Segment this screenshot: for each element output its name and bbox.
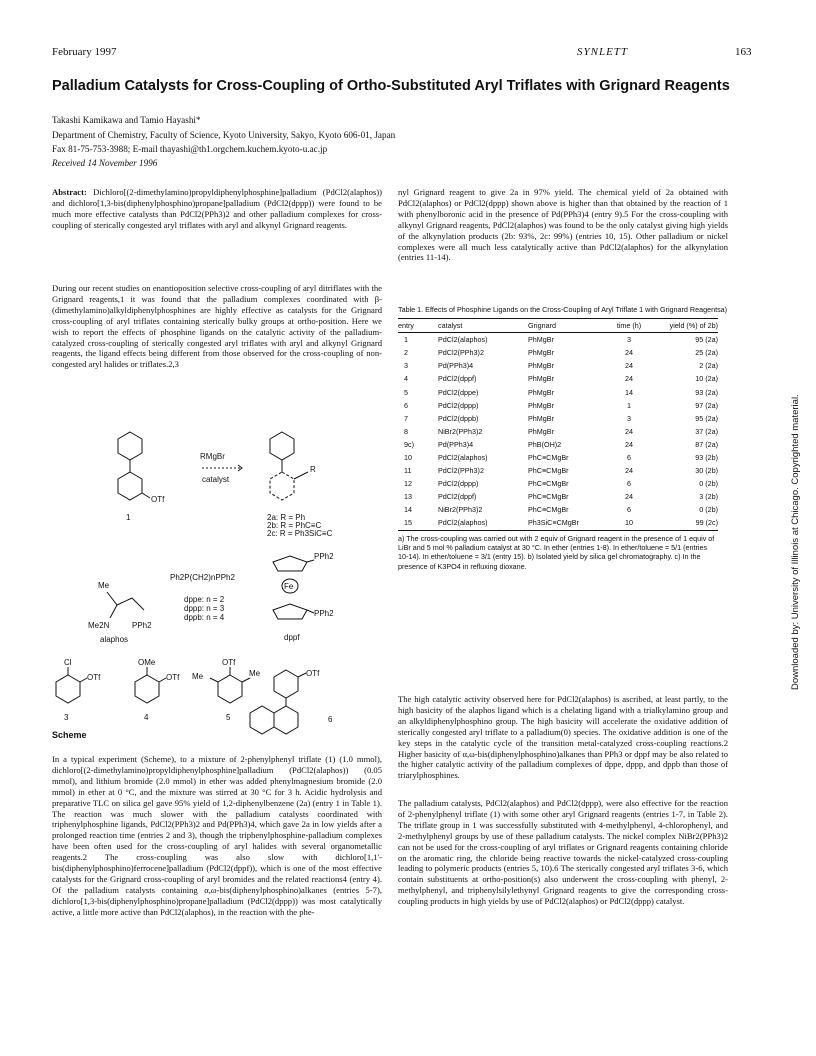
scheme-reagent: RMgBr: [200, 452, 225, 461]
table-cell: PhMgBr: [528, 361, 554, 371]
table-cell: PdCl2(PPh3)2: [438, 348, 484, 358]
table-cell: PhMgBr: [528, 400, 554, 410]
table-cell: Ph3SiC≡CMgBr: [528, 518, 579, 528]
scheme-otf-3: OTf: [87, 673, 101, 682]
table-cell: 24: [625, 466, 633, 476]
table-cell: 6: [404, 400, 408, 410]
article-title: Palladium Catalysts for Cross-Coupling of Ortho-Substituted Aryl Triflates with Grignard Reagents: [52, 78, 730, 94]
table-cell: 95 (2a): [695, 335, 718, 345]
scheme-me2n: Me2N: [88, 621, 110, 630]
right-paragraph-2: The palladium catalysts, PdCl2(alaphos) and PdCl2(dppp), were also effective for the reaction of 2-phenylphenyl triflate (1) with some other aryl Grignard reagents (entries 1-7, in Table 2). The triflate group in 1 was successfully substituted with 4-methylphenyl, 4-chlorophenyl, and 2-methylphenyl groups by use of these palladium catalysts. The nickel complex NiBr2(PPh3)2 can not be used for the cross-coupling of aryl triflates or Grignard reagents containing chloride on the aromatic ring, the chloride being reactive towards the nickel-catalyzed cross-coupling leading to polymeric products (entries 5, 10).6 The sterically congested aryl triflates 3-6, which contain substituents at ortho-position(s) also underwent the cross-coupling with phenyl, 2-methylphenyl, and triphenylsilylethynyl Grignard reagents to give the corresponding cross-coupling products in high yields by use of PdCl2(alaphos) or PdCl2(dppp) catalyst.: [398, 798, 728, 907]
table-cell: Pd(PPh3)4: [438, 361, 474, 371]
table-row: [398, 464, 718, 477]
table-row: [398, 385, 718, 398]
right-paragraph-1: The high catalytic activity observed here for PdCl2(alaphos) is ascribed, at least partly, to the high basicity of the alaphos ligand which is a chelating ligand with a trialkylamino group and an alkyldiphenylphosphino group. The high basicity will accelerate the oxidative addition of sterically congested aryl triflate to a palladium(0) species. The oxidative addition is one of the key steps in the catalytic cycle of the transition metal-catalyzed cross-coupling reactions.2 Higher basicity of α,ω-bis(diphenylphosphino)alkanes than PPh3 or dppf may be also related to the higher catalytic activity of the palladium complexes of dppe, dppp, and dppb than those of triarylphosphines.: [398, 694, 728, 781]
table-cell: PhC≡CMgBr: [528, 492, 569, 502]
table-cell: 24: [625, 492, 633, 502]
table-cell: 6: [627, 452, 631, 462]
table-1: [398, 305, 728, 571]
scheme-otf-5: OTf: [222, 658, 236, 667]
abstract-label: Abstract:: [52, 187, 87, 197]
col-grignard: Grignard: [528, 321, 556, 331]
abstract: [52, 187, 382, 231]
table-row: [398, 333, 718, 347]
scheme-dppb: dppb: n = 4: [184, 613, 225, 622]
table-cell: PdCl2(PPh3)2: [438, 466, 484, 476]
table-cell: 7: [404, 413, 408, 423]
col-yield: yield (%) of 2b): [669, 321, 718, 331]
header-date: February 1997: [52, 46, 117, 58]
header-page: 163: [735, 46, 752, 58]
scheme-caption: Scheme: [52, 730, 87, 740]
table-cell: 24: [625, 374, 633, 384]
table-row: [398, 399, 718, 412]
intro-paragraph: During our recent studies on enantioposition selective cross-coupling of aryl ditriflates with the Grignard reagents,1 it was found that the palladium complexes coordinated with β-(dimethylamino)alkyldiphenylphosphines are highly effective as catalysts for the Grignard cross-coupling of aryl triflates containing sterically bulky groups at ortho-position. Here we wish to report the effects of phosphine ligands on the catalytic activity of the palladium-catalyzed cross-coupling of sterically congested aryl triflates with aryl and alkynyl Grignard reagents, the ligand effects being different from those observed for the cross-coupling of non-congested aryl halides or triflates.2,3: [52, 283, 382, 370]
table-cell: 25 (2a): [695, 348, 718, 358]
table-cell: PhMgBr: [528, 348, 554, 358]
table-cell: PhC≡CMgBr: [528, 466, 569, 476]
download-watermark: Downloaded by: University of Illinois at Chicago. Copyrighted material.: [790, 394, 801, 690]
scheme-num-6: 6: [328, 715, 333, 724]
table-caption: Table 1. Effects of Phosphine Ligands on the Cross-Coupling of Aryl Triflate 1 with Grignard Reagentsa): [398, 305, 728, 314]
table-cell: NiBr2(PPh3)2: [438, 505, 483, 515]
scheme-me: Me: [98, 581, 110, 590]
table-cell: 6: [627, 479, 631, 489]
scheme-num-3: 3: [64, 713, 69, 722]
table-cell: 14: [404, 505, 412, 515]
table-cell: 8: [404, 426, 408, 436]
table-cell: 2 (2a): [699, 361, 718, 371]
table-row: [398, 477, 718, 490]
scheme-product-2c: 2c: R = Ph3SiC≡C: [267, 529, 333, 538]
scheme-dppp: dppp: n = 3: [184, 604, 225, 613]
received-date: Received 14 November 1996: [52, 158, 158, 168]
table-row: [398, 425, 718, 438]
table-cell: 4: [404, 374, 408, 384]
table-cell: 14: [625, 387, 633, 397]
scheme-cl: Cl: [64, 658, 72, 667]
table-cell: PdCl2(dppe): [438, 387, 479, 397]
table-row: [398, 346, 718, 359]
scheme-num-5: 5: [226, 713, 231, 722]
scheme-num-4: 4: [144, 713, 149, 722]
scheme-ome: OMe: [138, 658, 156, 667]
table-cell: PhC≡CMgBr: [528, 452, 569, 462]
table-cell: 24: [625, 361, 633, 371]
table-cell: PhMgBr: [528, 426, 554, 436]
experiment-paragraph: In a typical experiment (Scheme), to a mixture of 2-phenylphenyl triflate (1) (1.0 mmol), dichloro[(2-dimethylamino)propyldiphenylphosphine]palladium (PdCl2(alaphos)) (0.05 mmol), and lithium bromide (2.0 mmol) in ether was added phenylmagnesium bromide (2.0 mmol) in ether at 0 °C, and the mixture was stirred at 30 °C for 3 h. Acidic hydrolysis and preparative TLC on silica gel gave 95% yield of 1,2-diphenylbenzene (2a) (entry 1 in Table 1). The reaction was much slower with the palladium catalysts coordinated with triphenylphosphine ligands, PdCl2(PPh3)2 and Pd(PPh3)4, which gave 2a in low yields after a prolonged reaction time (entries 2 and 3), though the triphenylphosphine-palladium complexes have been often used for the cross-coupling of aryl halides with several organometallic reagents.2 The cross-coupling was also slow with dichloro[1,1'-bis(diphenylphosphino)ferrocene]palladium (PdCl2(dppf)), which is one of the most effective catalysts for the Grignard cross-coupling of aryl bromides and the related reactions4 (entry 4). Of the palladium catalysts containing α,ω-bis(diphenylphosphino)alkanes (entries 5-7), dichloro[1,3-bis(diphenylphosphino)propane]palladium (PdCl2(dppp)) was most catalytically active, a little more active than PdCl2(alaphos), in the reaction with the phe-: [52, 754, 382, 917]
table-row: [398, 412, 718, 425]
table-cell: PdCl2(alaphos): [438, 452, 488, 462]
scheme-cmpd1: 1: [126, 513, 131, 522]
table-cell: PhMgBr: [528, 413, 554, 423]
table-cell: PhC≡CMgBr: [528, 479, 569, 489]
table-cell: 3 (2b): [699, 492, 718, 502]
scheme-dppf: dppf: [284, 633, 300, 642]
table-cell: 3: [627, 413, 631, 423]
table-cell: PhMgBr: [528, 387, 554, 397]
table-row: [398, 438, 718, 451]
scheme-pph2-bottom: PPh2: [314, 609, 334, 618]
header-journal: SYNLETT: [577, 46, 629, 58]
table-row: [398, 490, 718, 503]
table-cell: PhMgBr: [528, 374, 554, 384]
table-cell: 6: [627, 505, 631, 515]
right-top-paragraph: nyl Grignard reagent to give 2a in 97% yield. The chemical yield of 2a obtained with PdCl2(alaphos) or PdCl2(dppp) shown above is higher than that obtained by the reaction of 1 with phenylboronic acid in the presence of Pd(PPh3)4 (entry 9).5 For the cross-coupling with alkynyl Grignard reagents, PdCl2(alaphos) was found to be the only catalyst giving high yields of the alkynylation products (2b: 93%, 2c: 99%) (entries 10, 15). Other palladium or nickel complexes were all much less catalytically active than PdCl2(alaphos) for the alkynylation (entries 11-14).: [398, 187, 728, 263]
table-cell: 9c): [404, 439, 414, 449]
table-cell: 3: [404, 361, 408, 371]
table-row: [398, 372, 718, 385]
scheme-pph2-top: PPh2: [314, 552, 334, 561]
table-cell: 87 (2a): [695, 439, 718, 449]
table-row: [398, 503, 718, 516]
table-cell: 10: [404, 452, 412, 462]
table-cell: 99 (2c): [695, 518, 718, 528]
table-cell: 15: [404, 518, 412, 528]
scheme-me-5a: Me: [192, 672, 204, 681]
scheme-pph2: PPh2: [132, 621, 152, 630]
table-cell: NiBr2(PPh3)2: [438, 426, 483, 436]
table-cell: 10 (2a): [695, 374, 718, 384]
scheme-otf-4: OTf: [166, 673, 180, 682]
table-cell: 11: [404, 466, 412, 476]
table-cell: 1: [404, 335, 408, 345]
table-cell: PhMgBr: [528, 335, 554, 345]
scheme-r: R: [310, 465, 316, 474]
scheme-catalyst: catalyst: [202, 475, 230, 484]
table-cell: PhC≡CMgBr: [528, 505, 569, 515]
table-cell: PdCl2(dppp): [438, 400, 479, 410]
table-cell: 2: [404, 348, 408, 358]
table-cell: 97 (2a): [695, 400, 718, 410]
table-cell: 3: [627, 335, 631, 345]
scheme-figure: [52, 420, 382, 740]
table-cell: 24: [625, 426, 633, 436]
table-cell: 0 (2b): [699, 505, 718, 515]
table-cell: PdCl2(dppf): [438, 492, 477, 502]
table-cell: 5: [404, 387, 408, 397]
table-footnote: a) The cross-coupling was carried out with 2 equiv of Grignard reagent in the presence of 1 equiv of LiBr and 5 mol % palladium catalyst at 30 °C. In ether (entries 1-8). In ether/toluene = 5/1 (entries 10-14). In ether/toluene = 3/1 (entry 15). b) Isolated yield by silica gel chromatography. c) In the presence of K3PO4 in refluxing dioxane.: [398, 533, 715, 571]
table-cell: 37 (2a): [695, 426, 718, 436]
table-cell: PhB(OH)2: [528, 439, 562, 449]
scheme-dpp-formula: Ph2P(CH2)nPPh2: [170, 573, 235, 582]
scheme-otf-1: OTf: [151, 495, 165, 504]
table-row: [398, 359, 718, 372]
scheme-alaphos: alaphos: [100, 635, 129, 644]
col-catalyst: catalyst: [438, 321, 463, 331]
table-cell: PdCl2(alaphos): [438, 335, 488, 345]
table-row: [398, 516, 718, 530]
contact: Fax 81-75-753-3988; E-mail thayashi@th1.orgchem.kuchem.kyoto-u.ac.jp: [52, 144, 328, 154]
abstract-text: Dichloro[(2-dimethylamino)propyldiphenylphosphine]palladium (PdCl2(alaphos)) and dichloro[1,3-bis(diphenylphosphino)propane]palladium (PdCl2(dppp)) were found to be much more effective catalysts than PdCl2(PPh3)2 and other palladium complexes for cross-coupling of sterically congested aryl triflates with aryl and alkynyl Grignard reagents.: [52, 187, 382, 230]
col-time: time (h): [616, 321, 642, 331]
table-cell: 93 (2b): [695, 452, 718, 462]
table-cell: 24: [625, 348, 633, 358]
table-cell: 30 (2b): [695, 466, 718, 476]
table-cell: 0 (2b): [699, 479, 718, 489]
table-cell: 10: [625, 518, 633, 528]
table-cell: PdCl2(dppf): [438, 374, 477, 384]
scheme-me-5b: Me: [249, 669, 261, 678]
table-cell: 12: [404, 479, 412, 489]
table-row: [398, 451, 718, 464]
authors: Takashi Kamikawa and Tamio Hayashi*: [52, 115, 201, 125]
table-cell: PdCl2(alaphos): [438, 518, 488, 528]
scheme-product-2b: 2b: R = PhC≡C: [267, 521, 322, 530]
col-entry: entry: [398, 321, 414, 331]
table-cell: PdCl2(dppp): [438, 479, 479, 489]
table-cell: 1: [627, 400, 631, 410]
table-cell: 13: [404, 492, 412, 502]
table-cell: PdCl2(dppb): [438, 413, 479, 423]
scheme-dppe: dppe: n = 2: [184, 595, 225, 604]
scheme-fe: Fe: [284, 582, 294, 591]
table-cell: 93 (2a): [695, 387, 718, 397]
table-cell: 95 (2a): [695, 413, 718, 423]
affiliation: Department of Chemistry, Faculty of Science, Kyoto University, Sakyo, Kyoto 606-01, Japan: [52, 130, 396, 140]
table-cell: 24: [625, 439, 633, 449]
table-cell: Pd(PPh3)4: [438, 439, 474, 449]
scheme-product-2a: 2a: R = Ph: [267, 513, 306, 522]
scheme-otf-6: OTf: [306, 669, 320, 678]
